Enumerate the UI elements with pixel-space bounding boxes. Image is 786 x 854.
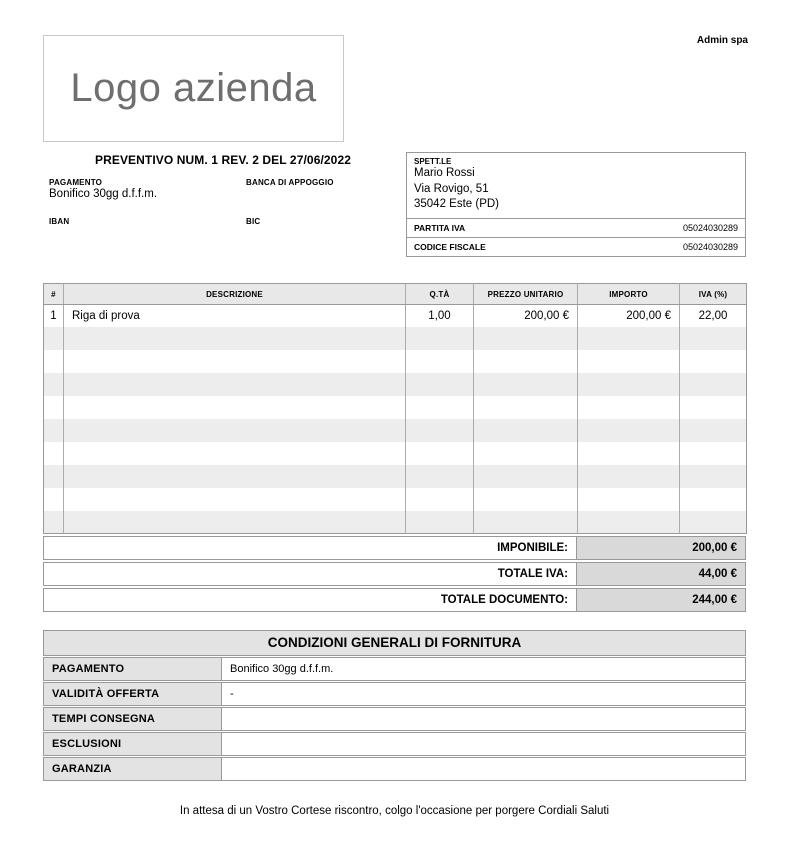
empty-item-row	[44, 511, 747, 534]
payment-field	[49, 178, 239, 201]
empty-item-row	[44, 442, 747, 465]
bic-field	[246, 217, 396, 240]
empty-item-row	[44, 396, 747, 419]
total-label: TOTALE IVA:	[497, 568, 568, 580]
col-header-vat: IVA (%)	[680, 284, 747, 305]
condition-label: VALIDITÀ OFFERTA	[44, 683, 222, 705]
bank-value	[246, 188, 396, 201]
customer-salutation: SPETT.LE	[414, 157, 452, 166]
total-row-totale-documento	[43, 588, 746, 612]
customer-name: Mario Rossi	[414, 167, 475, 179]
empty-item-row	[44, 488, 747, 511]
total-row-totale-iva	[43, 562, 746, 586]
closing-remark: In attesa di un Vostro Cortese riscontro, colgo l'occasione per porgere Cordiali Saluti	[179, 805, 610, 817]
condition-row-pagamento	[43, 657, 746, 681]
customer-box	[406, 152, 746, 257]
empty-item-row	[44, 465, 747, 488]
condition-label: TEMPI CONSEGNA	[44, 708, 222, 730]
items-table-header	[44, 284, 747, 305]
empty-item-row	[44, 419, 747, 442]
iban-label: IBAN	[49, 217, 70, 226]
total-value: 44,00 €	[576, 563, 745, 585]
empty-item-row	[44, 350, 747, 373]
total-label: TOTALE DOCUMENTO:	[440, 594, 568, 606]
item-number: 1	[50, 309, 57, 322]
iban-value	[49, 227, 239, 240]
condition-row-esclusioni	[43, 732, 746, 756]
fiscal-code-value: 05024030289	[682, 241, 738, 252]
condition-row-tempi-consegna	[43, 707, 746, 731]
bank-field	[246, 178, 396, 201]
total-value: 244,00 €	[576, 589, 745, 611]
condition-value	[222, 708, 745, 730]
condition-row-validita-offerta	[43, 682, 746, 706]
col-header-number: #	[44, 284, 64, 305]
total-label: IMPONIBILE:	[497, 542, 568, 554]
condition-value	[222, 733, 745, 755]
empty-item-row	[44, 373, 747, 396]
document-body	[43, 283, 746, 817]
items-table	[43, 283, 747, 534]
condition-row-garanzia	[43, 757, 746, 781]
company-logo	[43, 35, 344, 142]
condition-label: GARANZIA	[44, 758, 222, 780]
col-header-unit-price: PREZZO UNITARIO	[474, 284, 578, 305]
condition-value: -	[230, 688, 234, 700]
iban-field	[49, 217, 239, 240]
conditions-title: CONDIZIONI GENERALI DI FORNITURA	[43, 630, 746, 656]
item-amount: 200,00 €	[578, 305, 680, 327]
company-name: Admin spa	[696, 35, 748, 46]
item-vat: 22,00	[680, 305, 747, 327]
vat-value: 05024030289	[682, 222, 738, 233]
document-title: PREVENTIVO NUM. 1 REV. 2 DEL 27/06/2022	[94, 153, 351, 167]
empty-item-row	[44, 327, 747, 350]
col-header-quantity: Q.TÀ	[406, 284, 474, 305]
total-row-imponibile	[43, 536, 746, 560]
bic-label: BIC	[246, 217, 261, 226]
vat-label: PARTITA IVA	[414, 222, 466, 233]
fiscal-code-label: CODICE FISCALE	[414, 241, 486, 252]
condition-label: PAGAMENTO	[44, 658, 222, 680]
item-quantity: 1,00	[406, 305, 474, 327]
conditions-section	[43, 630, 746, 781]
col-header-description: DESCRIZIONE	[64, 284, 406, 305]
col-header-amount: IMPORTO	[578, 284, 680, 305]
item-description: Riga di prova	[64, 305, 406, 327]
item-unit-price: 200,00 €	[474, 305, 578, 327]
condition-label: ESCLUSIONI	[44, 733, 222, 755]
item-row	[44, 305, 747, 327]
bic-value	[246, 227, 396, 240]
payment-label: PAGAMENTO	[49, 178, 103, 187]
vat-row	[407, 218, 745, 237]
fiscal-code-row	[407, 237, 745, 256]
customer-city: 35042 Este (PD)	[414, 198, 500, 210]
items-table-body	[44, 305, 747, 534]
bank-label: BANCA DI APPOGGIO	[246, 178, 334, 187]
condition-value	[222, 758, 745, 780]
customer-address-block	[407, 153, 745, 218]
condition-value: Bonifico 30gg d.f.f.m.	[230, 663, 334, 675]
payment-value: Bonifico 30gg d.f.f.m.	[49, 188, 158, 200]
customer-street: Via Rovigo, 51	[414, 182, 489, 195]
total-value: 200,00 €	[576, 537, 745, 559]
company-logo-text: Logo azienda	[70, 66, 317, 110]
